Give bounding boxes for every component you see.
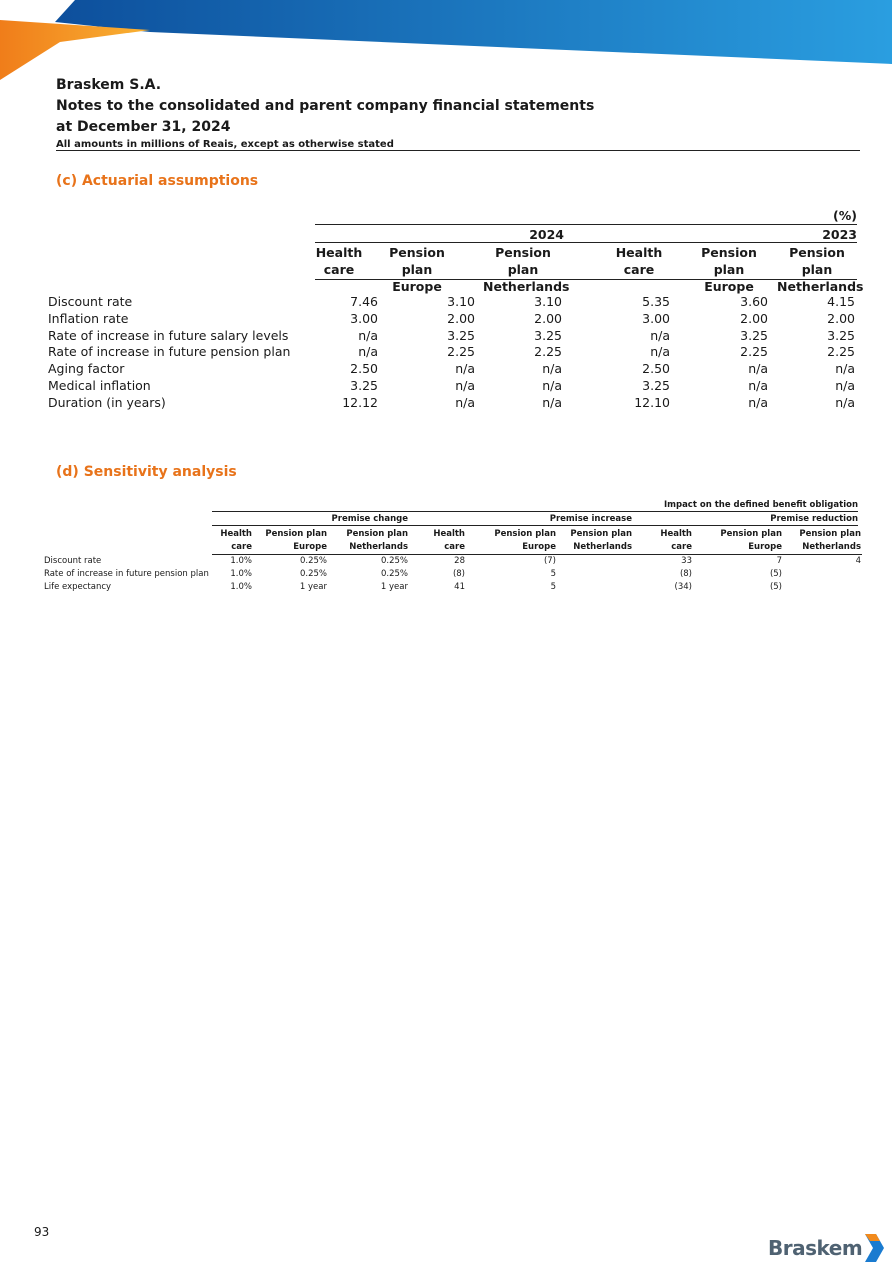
sensitivity-column-header: Europe [748,542,782,552]
sensitivity-cell: 5 [550,569,556,579]
table-cell: n/a [835,378,855,393]
actuarial-column-header [378,244,456,295]
table-cell: n/a [542,378,562,393]
sensitivity-cell: 4 [855,556,861,566]
table-cell: 3.10 [447,294,475,309]
table-cell: 5.35 [642,294,670,309]
document-date: at December 31, 2024 [56,119,231,135]
sensitivity-column-header: Europe [522,542,556,552]
actuarial-column-header [608,244,670,278]
document-title: Notes to the consolidated and parent company financial statements [56,98,595,114]
sensitivity-column-header: Health [220,529,252,539]
header-line-2: Europe [392,279,442,294]
sensitivity-row-label: Life expectancy [44,582,112,592]
header-line-1: Health [315,245,363,260]
table-cell: 4.15 [827,294,855,309]
table-cell: 3.25 [740,327,768,343]
table-cell: 2.00 [447,310,475,326]
table-top-rule [315,224,857,225]
sensitivity-cell: 1.0% [230,569,252,579]
year-2023-label: 2023 [822,227,857,242]
table-cell: 3.60 [740,294,768,309]
table-cell: 3.00 [350,310,378,326]
row-label: Medical inflation [48,378,151,393]
sensitivity-cell: (5) [769,569,782,579]
section-heading-sensitivity: (d) Sensitivity analysis [56,464,237,480]
table-cell: n/a [835,361,855,377]
row-label: Rate of increase in future salary levels [48,327,289,343]
actuarial-column-header [483,244,570,295]
sensitivity-cell: 7 [776,556,782,566]
table-cell: n/a [455,394,475,410]
document-header [56,75,860,152]
header-line-2: Netherlands [483,279,570,294]
table-cell: n/a [748,361,768,377]
sensitivity-column-header: Pension plan [799,529,861,539]
table-cell: n/a [650,327,670,343]
table-cell: 2.00 [740,310,768,326]
table-cell: 7.46 [350,294,378,309]
sensitivity-cell: 33 [681,556,692,566]
table-cell: 2.00 [534,310,562,326]
premise-reduction-label: Premise reduction [770,514,858,524]
sensitivity-row-label: Discount rate [44,556,102,566]
sensitivity-cell: 0.25% [299,569,327,579]
document-subtitle: All amounts in millions of Reais, except as otherwise stated [56,139,394,150]
sensitivity-column-header: Health [660,529,692,539]
table-cell: 12.10 [634,394,670,410]
sensitivity-cell: 1 year [299,582,327,592]
sensitivity-row-label: Rate of increase in future pension plan [44,569,209,579]
table-cell: 3.25 [827,327,855,343]
table-cell: 3.25 [642,378,670,393]
header-line-2: Europe [704,279,754,294]
sensitivity-column-header: Pension plan [265,529,327,539]
sensitivity-column-header: care [231,542,252,552]
row-label: Inflation rate [48,310,129,326]
table-cell: 2.25 [447,344,475,360]
sensitivity-cell: 1.0% [230,582,252,592]
table-cell: 2.25 [827,344,855,360]
table-cell: 3.25 [534,327,562,343]
header-bottom-rule [315,279,857,280]
sensitivity-cell: 1 year [380,582,408,592]
table-cell: 12.12 [342,394,378,410]
table-cell: n/a [455,361,475,377]
actuarial-column-header [690,244,768,295]
table-cell: n/a [455,378,475,393]
braskem-logo [768,1232,886,1264]
sensitivity-column-header: Pension plan [720,529,782,539]
sensitivity-cell: (8) [452,569,465,579]
sensitivity-cell: 5 [550,582,556,592]
sensitivity-column-header: Netherlands [802,542,861,552]
sensitivity-cell: 1.0% [230,556,252,566]
sensitivity-header-rule [212,554,862,555]
sensitivity-column-header: Europe [293,542,327,552]
sensitivity-cell: 28 [454,556,465,566]
header-line-2: Netherlands [777,279,864,294]
year-rule [315,242,857,243]
logo-mark-icon [862,1232,886,1264]
premise-increase-label: Premise increase [549,514,632,524]
actuarial-column-header [777,244,864,295]
sensitivity-column-header: Netherlands [573,542,632,552]
row-label: Duration (in years) [48,394,166,410]
table-cell: n/a [542,361,562,377]
table-cell: 2.25 [534,344,562,360]
header-line-2: care [323,262,355,277]
row-label: Discount rate [48,294,133,309]
header-line-1: Pension plan [789,245,845,277]
sensitivity-column-header: Pension plan [570,529,632,539]
sensitivity-cell: (34) [674,582,692,592]
row-label: Aging factor [48,361,125,377]
table-cell: 2.00 [827,310,855,326]
unit-label: (%) [833,208,857,223]
header-line-2: care [623,262,655,277]
sensitivity-column-header: care [671,542,692,552]
logo-text: Braskem [768,1236,863,1260]
table-cell: n/a [748,394,768,410]
sensitivity-cell: (7) [543,556,556,566]
sensitivity-cell: 0.25% [299,556,327,566]
table-cell: n/a [542,394,562,410]
table-cell: 3.00 [642,310,670,326]
header-line-1: Pension plan [495,245,551,277]
table-cell: n/a [650,344,670,360]
sensitivity-cell: (8) [679,569,692,579]
sensitivity-column-header: Netherlands [349,542,408,552]
table-cell: n/a [835,394,855,410]
header-line-1: Health [615,245,663,260]
table-cell: n/a [748,378,768,393]
header-line-1: Pension plan [701,245,757,277]
company-name: Braskem S.A. [56,77,162,93]
actuarial-column-header [310,244,368,278]
table-cell: n/a [358,327,378,343]
year-2024-label: 2024 [529,227,564,242]
sensitivity-cell: 0.25% [380,556,408,566]
sensitivity-cell: 41 [454,582,465,592]
row-label: Rate of increase in future pension plan [48,344,291,360]
impact-rule [212,511,858,512]
table-cell: 3.25 [447,327,475,343]
table-cell: n/a [358,344,378,360]
table-cell: 2.25 [740,344,768,360]
header-line-1: Pension plan [389,245,445,277]
sensitivity-cell: 0.25% [380,569,408,579]
header-banner [0,0,892,85]
sensitivity-column-header: Pension plan [346,529,408,539]
sensitivity-cell: (5) [769,582,782,592]
sensitivity-column-header: Health [433,529,465,539]
page-number: 93 [34,1225,50,1239]
group-rule [212,525,858,526]
sensitivity-column-header: care [444,542,465,552]
table-cell: 3.25 [350,378,378,393]
section-heading-actuarial: (c) Actuarial assumptions [56,173,259,189]
table-cell: 2.50 [642,361,670,377]
impact-title: Impact on the defined benefit obligation [663,500,858,510]
header-divider [56,150,860,151]
sensitivity-column-header: Pension plan [494,529,556,539]
table-cell: 2.50 [350,361,378,377]
premise-change-label: Premise change [331,514,408,524]
table-cell: 3.10 [534,294,562,309]
